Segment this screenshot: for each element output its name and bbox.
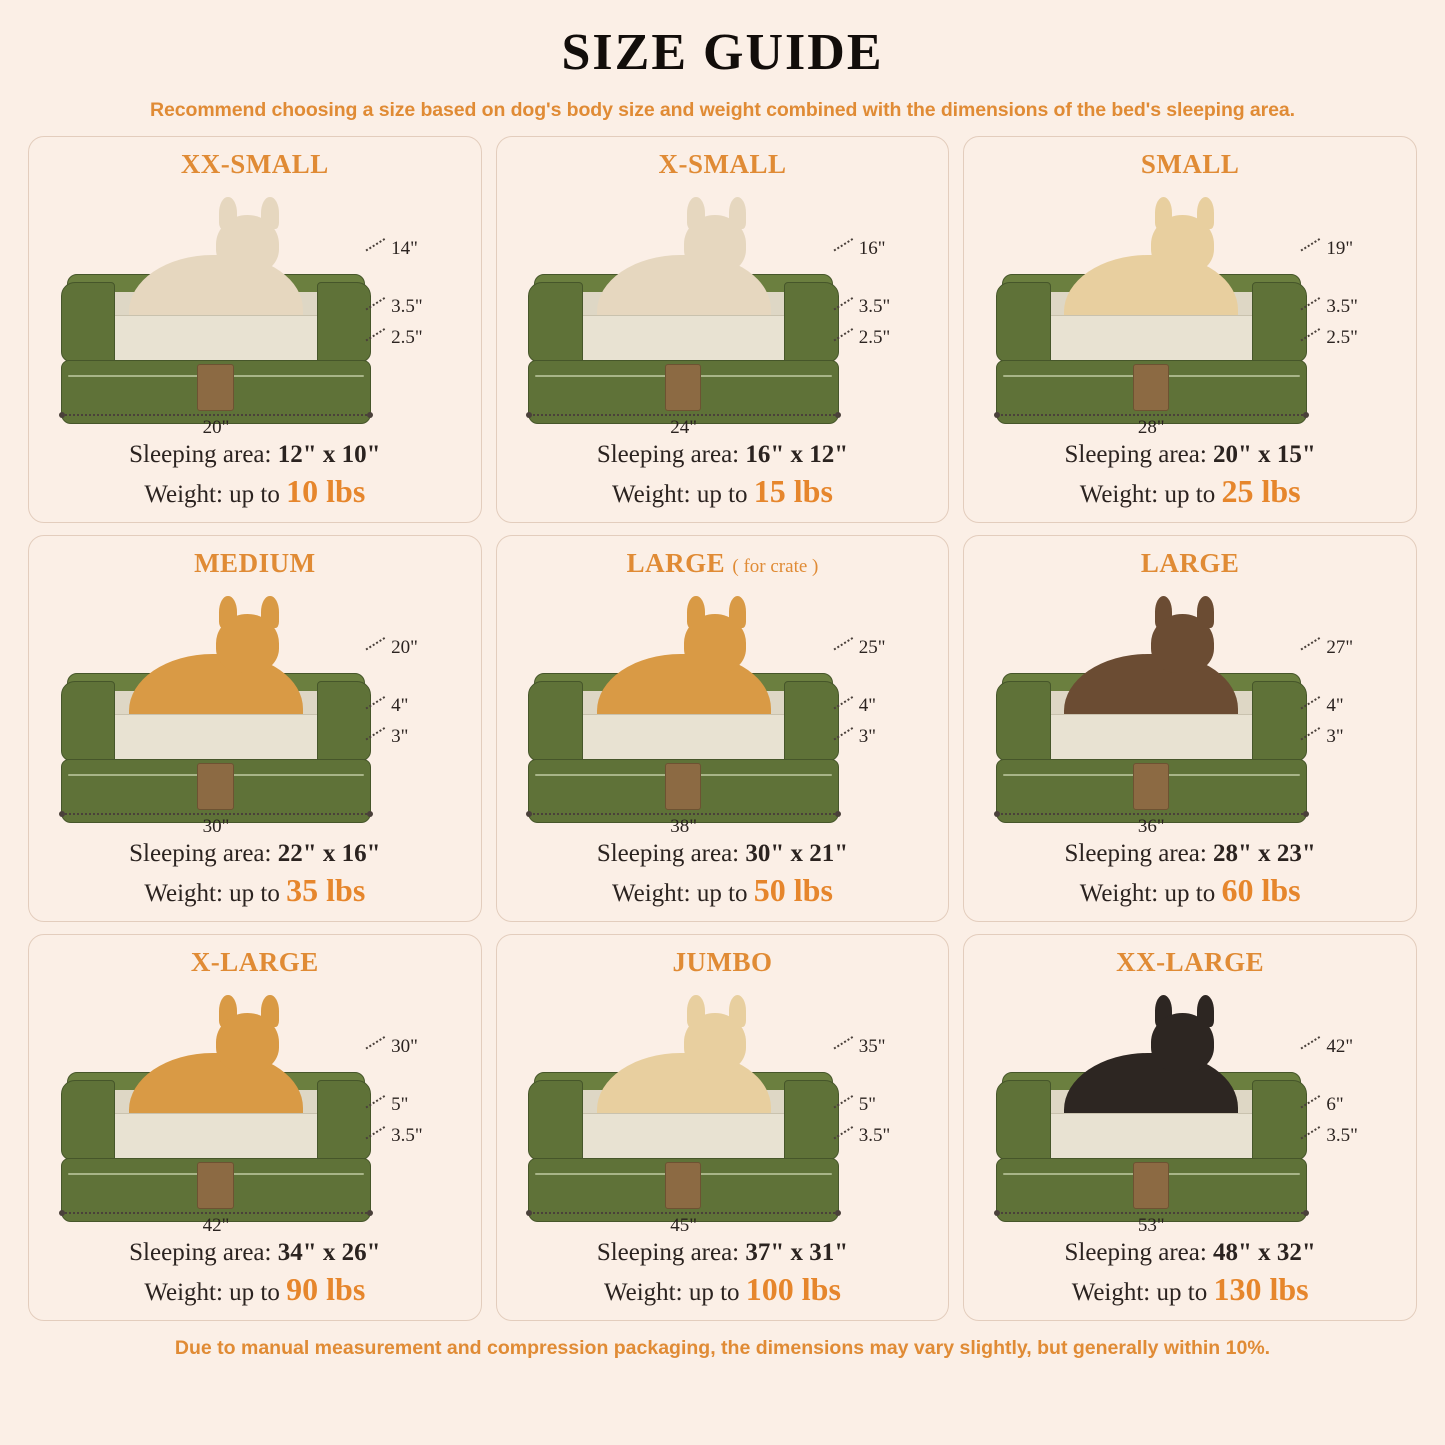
bolster-height-dimension: [835, 695, 876, 717]
size-name: JUMBO: [672, 947, 773, 978]
sleeping-area-label: Sleeping area:: [596, 1239, 740, 1267]
size-card[interactable]: [963, 535, 1417, 922]
width-value: 42": [202, 1215, 230, 1237]
dog-bed-graphic: [996, 617, 1307, 823]
mattress-thickness-dimension: [835, 1125, 891, 1147]
weight-qualifier: up to: [229, 880, 280, 908]
brand-tag: [1133, 1162, 1169, 1209]
leader-line-icon: [833, 297, 858, 319]
dimension-callouts: [367, 627, 462, 781]
sleeping-area-label: Sleeping area:: [596, 441, 740, 469]
width-measure-bar-icon: [528, 414, 839, 416]
size-name: LARGE: [1140, 548, 1240, 579]
depth-value: 16": [858, 237, 886, 259]
weight-label: Weight:: [144, 880, 223, 908]
size-card-title: [974, 548, 1406, 579]
width-measure-bar-icon: [996, 1212, 1307, 1214]
bolster-height-value: 4": [391, 695, 409, 717]
width-value: 38": [670, 816, 698, 838]
dog-bed-graphic: [61, 1016, 372, 1222]
bed-bolster-left: [528, 681, 583, 761]
size-specs: [39, 838, 471, 911]
mattress-thickness-dimension: [367, 726, 408, 748]
weight-line: [39, 870, 471, 911]
mattress-thickness-value: 3": [391, 726, 409, 748]
weight-value: 35 lbs: [286, 872, 366, 909]
dog-head: [216, 215, 279, 274]
sleeping-area-label: Sleeping area:: [1064, 441, 1207, 469]
weight-value: 15 lbs: [753, 473, 833, 510]
weight-line: [974, 870, 1406, 911]
dog-head: [684, 614, 747, 673]
weight-qualifier: up to: [696, 880, 748, 908]
dog-head: [1151, 215, 1214, 274]
leader-line-icon: [1301, 1095, 1326, 1117]
size-name: XX-LARGE: [1116, 947, 1265, 978]
bed-bolster-left: [61, 282, 116, 362]
weight-value: 10 lbs: [286, 473, 366, 510]
weight-label: Weight:: [144, 1279, 223, 1307]
size-name: X-LARGE: [190, 947, 319, 978]
bed-illustration: [974, 980, 1406, 1237]
sleeping-area-line: [974, 838, 1406, 870]
depth-value: 42": [1326, 1035, 1354, 1057]
brand-tag: [197, 763, 233, 810]
size-card[interactable]: [963, 136, 1417, 523]
bolster-height-value: 5": [391, 1094, 409, 1116]
mattress-thickness-dimension: [367, 327, 423, 349]
size-specs: [974, 439, 1406, 512]
weight-line: [507, 870, 939, 911]
bed-illustration: [974, 581, 1406, 838]
bed-bolster-left: [996, 282, 1051, 362]
depth-dimension: [835, 238, 886, 260]
bed-illustration: [507, 182, 939, 439]
leader-line-icon: [366, 328, 391, 350]
brand-tag: [665, 1162, 701, 1209]
sleeping-area-label: Sleeping area:: [596, 840, 740, 868]
dimension-callouts: [835, 627, 930, 781]
size-specs: [507, 838, 939, 911]
depth-dimension: [367, 238, 418, 260]
weight-value: 25 lbs: [1221, 473, 1301, 510]
weight-line: [39, 471, 471, 512]
depth-value: 35": [858, 1035, 886, 1057]
sleeping-area-line: [39, 439, 471, 471]
leader-line-icon: [366, 1095, 391, 1117]
mattress-thickness-value: 3.5": [391, 1125, 423, 1147]
width-value: 45": [670, 1215, 698, 1237]
brand-tag: [197, 1162, 233, 1209]
mattress-thickness-dimension: [1302, 327, 1358, 349]
mattress-thickness-dimension: [835, 327, 891, 349]
size-card-grid: [28, 136, 1417, 1321]
mattress-thickness-value: 3": [1326, 726, 1344, 748]
bolster-height-value: 5": [858, 1094, 877, 1116]
sleeping-area-label: Sleeping area:: [129, 441, 272, 469]
dog-bed-graphic: [528, 218, 839, 424]
dimension-callouts: [835, 228, 930, 382]
bed-bolster-left: [528, 1080, 583, 1160]
weight-label: Weight:: [1071, 1279, 1151, 1307]
size-card[interactable]: [496, 136, 950, 523]
weight-value: 100 lbs: [745, 1271, 841, 1308]
weight-label: Weight:: [612, 880, 691, 908]
width-value: 24": [670, 417, 698, 439]
weight-qualifier: up to: [1164, 481, 1216, 509]
bed-bolster-right: [1252, 282, 1307, 362]
sleeping-area-value: 20" x 15": [1213, 441, 1316, 469]
bolster-height-dimension: [367, 695, 408, 717]
sleeping-area-label: Sleeping area:: [129, 840, 272, 868]
width-value: 36": [1137, 816, 1165, 838]
leader-line-icon: [366, 297, 391, 319]
width-value: 28": [1137, 417, 1165, 439]
depth-value: 20": [391, 636, 418, 658]
dog-bed-graphic: [996, 1016, 1307, 1222]
weight-qualifier: up to: [229, 1279, 280, 1307]
depth-value: 14": [391, 237, 418, 259]
size-card[interactable]: [28, 535, 482, 922]
depth-value: 19": [1326, 237, 1354, 259]
width-measure-bar-icon: [996, 414, 1307, 416]
bed-illustration: [507, 980, 939, 1237]
size-card-title: [39, 947, 471, 978]
dimension-callouts: [835, 1026, 930, 1180]
bed-bolster-left: [61, 1080, 116, 1160]
weight-value: 50 lbs: [753, 872, 833, 909]
size-specs: [974, 1237, 1406, 1310]
brand-tag: [1133, 763, 1169, 810]
dog-bed-graphic: [996, 218, 1307, 424]
depth-dimension: [1302, 238, 1353, 260]
disclaimer-note: Due to manual measurement and compression packaging, the dimensions may vary slightly, but generally within 10%.: [174, 1337, 1271, 1360]
brand-tag: [665, 364, 701, 411]
dimension-callouts: [367, 1026, 462, 1180]
size-note: ( for crate ): [732, 556, 819, 578]
depth-value: 25": [858, 636, 886, 658]
size-name: XX-SMALL: [180, 149, 329, 180]
sleeping-area-label: Sleeping area:: [1064, 840, 1207, 868]
bolster-height-value: 3.5": [858, 296, 891, 318]
sleeping-area-line: [39, 1237, 471, 1269]
size-card-title: [39, 548, 471, 579]
bolster-height-value: 4": [1326, 695, 1344, 717]
leader-line-icon: [366, 727, 391, 749]
bolster-height-dimension: [1302, 296, 1358, 318]
page-title: SIZE GUIDE: [561, 24, 884, 81]
leader-line-icon: [833, 637, 858, 659]
width-dimension: [61, 1212, 372, 1237]
width-value: 30": [202, 816, 230, 838]
bolster-height-value: 3.5": [1326, 296, 1358, 318]
dog-head: [684, 1013, 747, 1072]
size-name: X-SMALL: [658, 149, 787, 180]
dimension-callouts: [367, 228, 462, 382]
leader-line-icon: [833, 1126, 858, 1148]
weight-value: 90 lbs: [286, 1271, 366, 1308]
width-dimension: [528, 813, 839, 838]
leader-line-icon: [1301, 637, 1326, 659]
bolster-height-value: 6": [1326, 1094, 1344, 1116]
bed-bolster-right: [784, 1080, 839, 1160]
weight-qualifier: up to: [1156, 1279, 1208, 1307]
leader-line-icon: [366, 637, 391, 659]
size-card-title: [39, 149, 471, 180]
bolster-height-value: 4": [858, 695, 877, 717]
sleeping-area-value: 37" x 31": [745, 1239, 849, 1267]
width-dimension: [528, 414, 839, 439]
dimension-callouts: [1302, 228, 1397, 382]
mattress-thickness-value: 3.5": [1326, 1125, 1358, 1147]
leader-line-icon: [366, 1036, 391, 1058]
dog-head: [216, 1013, 279, 1072]
leader-line-icon: [833, 1095, 858, 1117]
size-name: MEDIUM: [194, 548, 316, 579]
weight-line: [39, 1269, 471, 1310]
width-measure-bar-icon: [61, 1212, 372, 1214]
leader-line-icon: [833, 1036, 858, 1058]
weight-label: Weight:: [604, 1279, 683, 1307]
depth-dimension: [367, 1036, 418, 1058]
dog-head: [684, 215, 747, 274]
bed-bolster-left: [61, 681, 116, 761]
leader-line-icon: [833, 328, 858, 350]
size-card[interactable]: [496, 934, 950, 1321]
bed-bolster-right: [317, 282, 372, 362]
weight-label: Weight:: [612, 481, 691, 509]
weight-label: Weight:: [1079, 481, 1159, 509]
leader-line-icon: [1301, 297, 1326, 319]
width-dimension: [61, 414, 372, 439]
leader-line-icon: [366, 1126, 391, 1148]
sleeping-area-value: 48" x 32": [1213, 1239, 1316, 1267]
mattress-thickness-value: 2.5": [858, 327, 891, 349]
weight-line: [507, 471, 939, 512]
depth-dimension: [1302, 637, 1353, 659]
mattress-thickness-value: 3": [858, 726, 877, 748]
width-dimension: [996, 813, 1307, 838]
weight-qualifier: up to: [688, 1279, 740, 1307]
mattress-thickness-value: 2.5": [1326, 327, 1358, 349]
mattress-thickness-dimension: [835, 726, 876, 748]
size-card-title: [507, 149, 939, 180]
depth-dimension: [1302, 1036, 1353, 1058]
sleeping-area-line: [39, 838, 471, 870]
size-name: SMALL: [1140, 149, 1240, 180]
dog-bed-graphic: [528, 617, 839, 823]
width-value: 20": [202, 417, 230, 439]
bed-bolster-right: [784, 681, 839, 761]
dimension-callouts: [1302, 627, 1397, 781]
leader-line-icon: [1301, 1036, 1326, 1058]
leader-line-icon: [366, 238, 391, 260]
sleeping-area-line: [507, 838, 939, 870]
sleeping-area-value: 12" x 10": [277, 441, 381, 469]
weight-qualifier: up to: [1164, 880, 1216, 908]
bolster-height-value: 3.5": [391, 296, 423, 318]
dog-bed-graphic: [528, 1016, 839, 1222]
weight-line: [974, 471, 1406, 512]
dimension-callouts: [1302, 1026, 1397, 1180]
sleeping-area-line: [507, 439, 939, 471]
dog-head: [1151, 614, 1214, 673]
sleeping-area-value: 22" x 16": [277, 840, 381, 868]
bolster-height-dimension: [367, 1094, 408, 1116]
sleeping-area-line: [974, 439, 1406, 471]
size-specs: [507, 1237, 939, 1310]
leader-line-icon: [1301, 328, 1326, 350]
weight-line: [507, 1269, 939, 1310]
bed-bolster-right: [1252, 1080, 1307, 1160]
bed-illustration: [974, 182, 1406, 439]
size-card[interactable]: [963, 934, 1417, 1321]
bed-illustration: [507, 581, 939, 838]
brand-tag: [197, 364, 233, 411]
leader-line-icon: [1301, 1126, 1326, 1148]
dog-bed-graphic: [61, 617, 372, 823]
brand-tag: [1133, 364, 1169, 411]
depth-value: 27": [1326, 636, 1354, 658]
bed-bolster-right: [784, 282, 839, 362]
depth-dimension: [835, 1036, 886, 1058]
width-value: 53": [1137, 1215, 1165, 1237]
width-dimension: [61, 813, 372, 838]
weight-label: Weight:: [144, 481, 223, 509]
depth-dimension: [835, 637, 886, 659]
size-specs: [39, 1237, 471, 1310]
bed-bolster-right: [317, 681, 372, 761]
leader-line-icon: [833, 727, 858, 749]
leader-line-icon: [833, 238, 858, 260]
dog-bed-graphic: [61, 218, 372, 424]
size-card-title: [507, 947, 939, 978]
leader-line-icon: [1301, 727, 1326, 749]
size-specs: [39, 439, 471, 512]
bed-bolster-left: [528, 282, 583, 362]
bolster-height-dimension: [367, 296, 423, 318]
size-name: LARGE: [626, 548, 726, 579]
leader-line-icon: [833, 696, 858, 718]
sleeping-area-value: 30" x 21": [745, 840, 849, 868]
dog-head: [1151, 1013, 1214, 1072]
sleeping-area-label: Sleeping area:: [1064, 1239, 1207, 1267]
sleeping-area-line: [507, 1237, 939, 1269]
bolster-height-dimension: [835, 296, 891, 318]
width-measure-bar-icon: [61, 813, 372, 815]
mattress-thickness-dimension: [1302, 1125, 1358, 1147]
bed-bolster-right: [1252, 681, 1307, 761]
sleeping-area-value: 34" x 26": [277, 1239, 381, 1267]
width-dimension: [528, 1212, 839, 1237]
width-dimension: [996, 414, 1307, 439]
bed-illustration: [39, 581, 471, 838]
width-measure-bar-icon: [61, 414, 372, 416]
brand-tag: [665, 763, 701, 810]
weight-qualifier: up to: [696, 481, 748, 509]
size-card-title: [974, 947, 1406, 978]
page-subtitle: Recommend choosing a size based on dog's body size and weight combined with the dimensions of the bed's sleeping area.: [150, 99, 1295, 122]
weight-value: 130 lbs: [1213, 1271, 1309, 1308]
width-measure-bar-icon: [528, 813, 839, 815]
bolster-height-dimension: [835, 1094, 876, 1116]
bed-illustration: [39, 182, 471, 439]
bed-illustration: [39, 980, 471, 1237]
size-card[interactable]: [496, 535, 950, 922]
mattress-thickness-value: 3.5": [858, 1125, 891, 1147]
weight-qualifier: up to: [229, 481, 280, 509]
size-card[interactable]: [28, 136, 482, 523]
bed-bolster-left: [996, 681, 1051, 761]
mattress-thickness-value: 2.5": [391, 327, 423, 349]
mattress-thickness-dimension: [367, 1125, 423, 1147]
leader-line-icon: [1301, 238, 1326, 260]
width-measure-bar-icon: [528, 1212, 839, 1214]
size-specs: [507, 439, 939, 512]
sleeping-area-value: 16" x 12": [745, 441, 849, 469]
sleeping-area-label: Sleeping area:: [129, 1239, 272, 1267]
size-card-title: [507, 548, 939, 579]
dog-head: [216, 614, 279, 673]
sleeping-area-value: 28" x 23": [1213, 840, 1316, 868]
size-card-title: [974, 149, 1406, 180]
bolster-height-dimension: [1302, 1094, 1343, 1116]
bed-bolster-right: [317, 1080, 372, 1160]
bed-bolster-left: [996, 1080, 1051, 1160]
weight-label: Weight:: [1079, 880, 1159, 908]
width-dimension: [996, 1212, 1307, 1237]
leader-line-icon: [1301, 696, 1326, 718]
weight-line: [974, 1269, 1406, 1310]
width-measure-bar-icon: [996, 813, 1307, 815]
size-card[interactable]: [28, 934, 482, 1321]
depth-dimension: [367, 637, 418, 659]
depth-value: 30": [391, 1035, 418, 1057]
bolster-height-dimension: [1302, 695, 1343, 717]
mattress-thickness-dimension: [1302, 726, 1343, 748]
weight-value: 60 lbs: [1221, 872, 1301, 909]
size-specs: [974, 838, 1406, 911]
sleeping-area-line: [974, 1237, 1406, 1269]
leader-line-icon: [366, 696, 391, 718]
